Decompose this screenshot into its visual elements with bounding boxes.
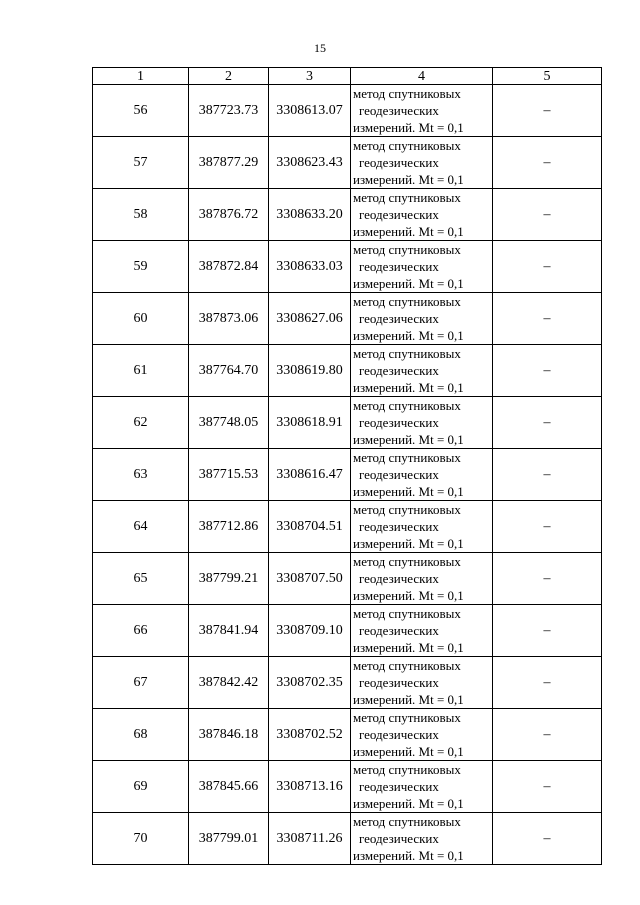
method-cell — [351, 449, 493, 501]
table-row — [93, 189, 602, 241]
x-coordinate-cell: 387845.66 — [189, 761, 269, 813]
x-coordinate-cell: 387846.18 — [189, 709, 269, 761]
method-cell — [351, 761, 493, 813]
method-text-line: измерений. Mt = 0,1 — [353, 328, 464, 343]
point-number-cell: 57 — [93, 137, 189, 189]
method-text-line: измерений. Mt = 0,1 — [353, 588, 464, 603]
table-row — [93, 605, 602, 657]
method-text-line: метод спутниковых — [353, 294, 461, 309]
y-coordinate-cell: 3308623.43 — [269, 137, 351, 189]
table-row — [93, 397, 602, 449]
y-coordinate-cell: 3308702.52 — [269, 709, 351, 761]
note-cell: – — [493, 397, 602, 449]
table-row — [93, 657, 602, 709]
point-number-cell: 59 — [93, 241, 189, 293]
method-cell — [351, 189, 493, 241]
method-text-line: метод спутниковых — [353, 762, 461, 777]
method-text-line: измерений. Mt = 0,1 — [353, 172, 464, 187]
method-text-line: геодезических — [359, 207, 439, 222]
column-header-note: 5 — [493, 68, 602, 85]
column-header-method: 4 — [351, 68, 493, 85]
x-coordinate-cell: 387712.86 — [189, 501, 269, 553]
column-header-x: 2 — [189, 68, 269, 85]
note-cell: – — [493, 189, 602, 241]
y-coordinate-cell: 3308713.16 — [269, 761, 351, 813]
method-text-line: метод спутниковых — [353, 450, 461, 465]
x-coordinate-cell: 387873.06 — [189, 293, 269, 345]
table-row — [93, 501, 602, 553]
method-text-line: измерений. Mt = 0,1 — [353, 276, 464, 291]
note-cell: – — [493, 657, 602, 709]
x-coordinate-cell: 387715.53 — [189, 449, 269, 501]
method-text-line: метод спутниковых — [353, 554, 461, 569]
method-text-line: геодезических — [359, 831, 439, 846]
method-text-line: метод спутниковых — [353, 606, 461, 621]
x-coordinate-cell: 387748.05 — [189, 397, 269, 449]
y-coordinate-cell: 3308709.10 — [269, 605, 351, 657]
method-text-line: геодезических — [359, 467, 439, 482]
y-coordinate-cell: 3308711.26 — [269, 813, 351, 865]
table-row — [93, 813, 602, 865]
method-cell — [351, 657, 493, 709]
table-row — [93, 449, 602, 501]
x-coordinate-cell: 387872.84 — [189, 241, 269, 293]
method-text-line: измерений. Mt = 0,1 — [353, 848, 464, 863]
method-text-line: геодезических — [359, 571, 439, 586]
method-text-line: метод спутниковых — [353, 502, 461, 517]
method-text-line: измерений. Mt = 0,1 — [353, 692, 464, 707]
method-text-line: геодезических — [359, 259, 439, 274]
note-cell: – — [493, 605, 602, 657]
method-text-line: геодезических — [359, 727, 439, 742]
point-number-cell: 61 — [93, 345, 189, 397]
method-text-line: метод спутниковых — [353, 138, 461, 153]
method-cell — [351, 709, 493, 761]
method-cell — [351, 553, 493, 605]
point-number-cell: 58 — [93, 189, 189, 241]
method-text-line: измерений. Mt = 0,1 — [353, 120, 464, 135]
table-row — [93, 293, 602, 345]
method-text-line: метод спутниковых — [353, 190, 461, 205]
coordinates-table — [92, 67, 602, 865]
x-coordinate-cell: 387841.94 — [189, 605, 269, 657]
method-cell — [351, 397, 493, 449]
x-coordinate-cell: 387876.72 — [189, 189, 269, 241]
note-cell: – — [493, 761, 602, 813]
method-text-line: геодезических — [359, 103, 439, 118]
method-cell — [351, 137, 493, 189]
y-coordinate-cell: 3308618.91 — [269, 397, 351, 449]
method-text-line: геодезических — [359, 311, 439, 326]
method-text-line: метод спутниковых — [353, 86, 461, 101]
method-text-line: геодезических — [359, 675, 439, 690]
table-row — [93, 761, 602, 813]
table-row — [93, 137, 602, 189]
method-text-line: измерений. Mt = 0,1 — [353, 744, 464, 759]
table-row — [93, 345, 602, 397]
note-cell: – — [493, 449, 602, 501]
table-row — [93, 709, 602, 761]
method-text-line: измерений. Mt = 0,1 — [353, 796, 464, 811]
method-cell — [351, 85, 493, 137]
method-text-line: метод спутниковых — [353, 346, 461, 361]
method-text-line: метод спутниковых — [353, 658, 461, 673]
table-row — [93, 241, 602, 293]
point-number-cell: 56 — [93, 85, 189, 137]
y-coordinate-cell: 3308707.50 — [269, 553, 351, 605]
note-cell: – — [493, 501, 602, 553]
point-number-cell: 68 — [93, 709, 189, 761]
method-text-line: геодезических — [359, 155, 439, 170]
method-text-line: геодезических — [359, 623, 439, 638]
note-cell: – — [493, 709, 602, 761]
note-cell: – — [493, 137, 602, 189]
method-text-line: метод спутниковых — [353, 398, 461, 413]
method-text-line: измерений. Mt = 0,1 — [353, 432, 464, 447]
column-header-y: 3 — [269, 68, 351, 85]
table-row — [93, 553, 602, 605]
method-text-line: геодезических — [359, 363, 439, 378]
method-cell — [351, 241, 493, 293]
y-coordinate-cell: 3308616.47 — [269, 449, 351, 501]
note-cell: – — [493, 345, 602, 397]
method-text-line: измерений. Mt = 0,1 — [353, 640, 464, 655]
x-coordinate-cell: 387799.21 — [189, 553, 269, 605]
y-coordinate-cell: 3308704.51 — [269, 501, 351, 553]
note-cell: – — [493, 293, 602, 345]
method-text-line: измерений. Mt = 0,1 — [353, 484, 464, 499]
y-coordinate-cell: 3308633.20 — [269, 189, 351, 241]
method-cell — [351, 813, 493, 865]
x-coordinate-cell: 387799.01 — [189, 813, 269, 865]
point-number-cell: 67 — [93, 657, 189, 709]
point-number-cell: 64 — [93, 501, 189, 553]
table-body — [93, 85, 602, 865]
method-text-line: геодезических — [359, 415, 439, 430]
method-text-line: измерений. Mt = 0,1 — [353, 536, 464, 551]
page-number: 15 — [314, 41, 326, 55]
method-cell — [351, 501, 493, 553]
point-number-cell: 62 — [93, 397, 189, 449]
point-number-cell: 60 — [93, 293, 189, 345]
method-text-line: метод спутниковых — [353, 242, 461, 257]
method-text-line: геодезических — [359, 779, 439, 794]
point-number-cell: 69 — [93, 761, 189, 813]
method-text-line: измерений. Mt = 0,1 — [353, 224, 464, 239]
y-coordinate-cell: 3308613.07 — [269, 85, 351, 137]
method-text-line: метод спутниковых — [353, 814, 461, 829]
point-number-cell: 63 — [93, 449, 189, 501]
point-number-cell: 70 — [93, 813, 189, 865]
y-coordinate-cell: 3308619.80 — [269, 345, 351, 397]
x-coordinate-cell: 387723.73 — [189, 85, 269, 137]
method-text-line: измерений. Mt = 0,1 — [353, 380, 464, 395]
x-coordinate-cell: 387764.70 — [189, 345, 269, 397]
method-text-line: метод спутниковых — [353, 710, 461, 725]
x-coordinate-cell: 387842.42 — [189, 657, 269, 709]
x-coordinate-cell: 387877.29 — [189, 137, 269, 189]
table-header-row — [93, 68, 602, 85]
method-cell — [351, 605, 493, 657]
method-text-line: геодезических — [359, 519, 439, 534]
y-coordinate-cell: 3308702.35 — [269, 657, 351, 709]
column-header-number: 1 — [93, 68, 189, 85]
point-number-cell: 65 — [93, 553, 189, 605]
method-cell — [351, 293, 493, 345]
note-cell: – — [493, 553, 602, 605]
y-coordinate-cell: 3308633.03 — [269, 241, 351, 293]
point-number-cell: 66 — [93, 605, 189, 657]
note-cell: – — [493, 85, 602, 137]
note-cell: – — [493, 813, 602, 865]
y-coordinate-cell: 3308627.06 — [269, 293, 351, 345]
method-cell — [351, 345, 493, 397]
table-row — [93, 85, 602, 137]
note-cell: – — [493, 241, 602, 293]
